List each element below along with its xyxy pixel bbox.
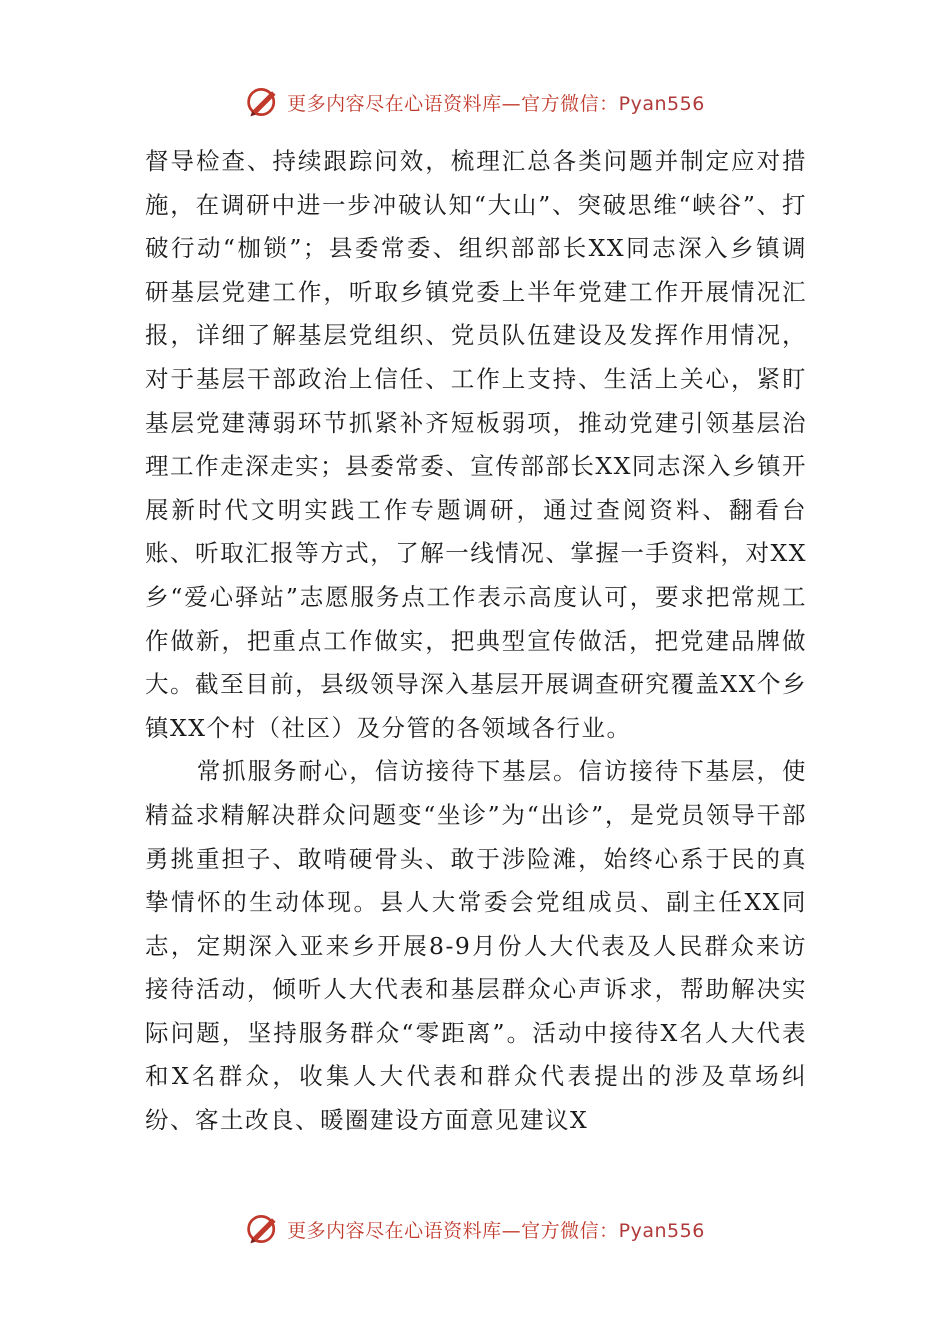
banner-wechat-id: Pyan556 <box>618 92 705 115</box>
banner-text: 更多内容尽在心语资料库—官方微信：Pyan556 <box>287 92 705 115</box>
paragraph: 常抓服务耐心，信访接待下基层。信访接待下基层，使精益求精解决群众问题变“坐诊”为“出诊”，是党员领导干部勇挑重担子、敢啃硬骨头、敢于涉险滩，始终心系于民的真挚情怀的生动体现。县人大常委会党组成员、副主任XX同志，定期深入亚来乡开展8-9月份人大代表及人民群众来访接待活动，倾听人大代表和基层群众心声诉求，帮助解决实际问题，坚持服务群众“零距离”。活动中接待X名人大代表和X名群众，收集人大代表和群众代表提出的涉及草场纠纷、客土改良、暖圈建设方面意见建议X <box>145 757 807 1135</box>
pen-logo-icon <box>245 1211 281 1247</box>
footer-banner <box>0 1207 950 1251</box>
paragraph-continued: 督导检查、持续跟踪问效，梳理汇总各类问题并制定应对措施，在调研中进一步冲破认知“大山”、突破思维“峡谷”、打破行动“枷锁”；县委常委、组织部部长XX同志深入乡镇调研基层党建工作，听取乡镇党委上半年党建工作开展情况汇报，详细了解基层党组织、党员队伍建设及发挥作用情况，对于基层干部政治上信任、工作上支持、生活上关心，紧盯基层党建薄弱环节抓紧补齐短板弱项，推动党建引领基层治理工作走深走实；县委常委、宣传部部长XX同志深入乡镇开展新时代文明实践工作专题调研，通过查阅资料、翻看台账、听取汇报等方式，了解一线情况、掌握一手资料，对XX乡“爱心驿站”志愿服务点工作表示高度认可，要求把常规工作做新，把重点工作做实，把典型宣传做活，把党建品牌做大。截至目前，县级领导深入基层开展调查研究覆盖XX个乡镇XX个村（社区）及分管的各领域各行业。 <box>145 147 807 742</box>
header-banner <box>0 80 950 124</box>
banner-text: 更多内容尽在心语资料库—官方微信：Pyan556 <box>287 1219 705 1242</box>
document-body <box>145 140 807 1143</box>
banner-wechat-id: Pyan556 <box>618 1219 705 1242</box>
pen-logo-icon <box>245 84 281 120</box>
